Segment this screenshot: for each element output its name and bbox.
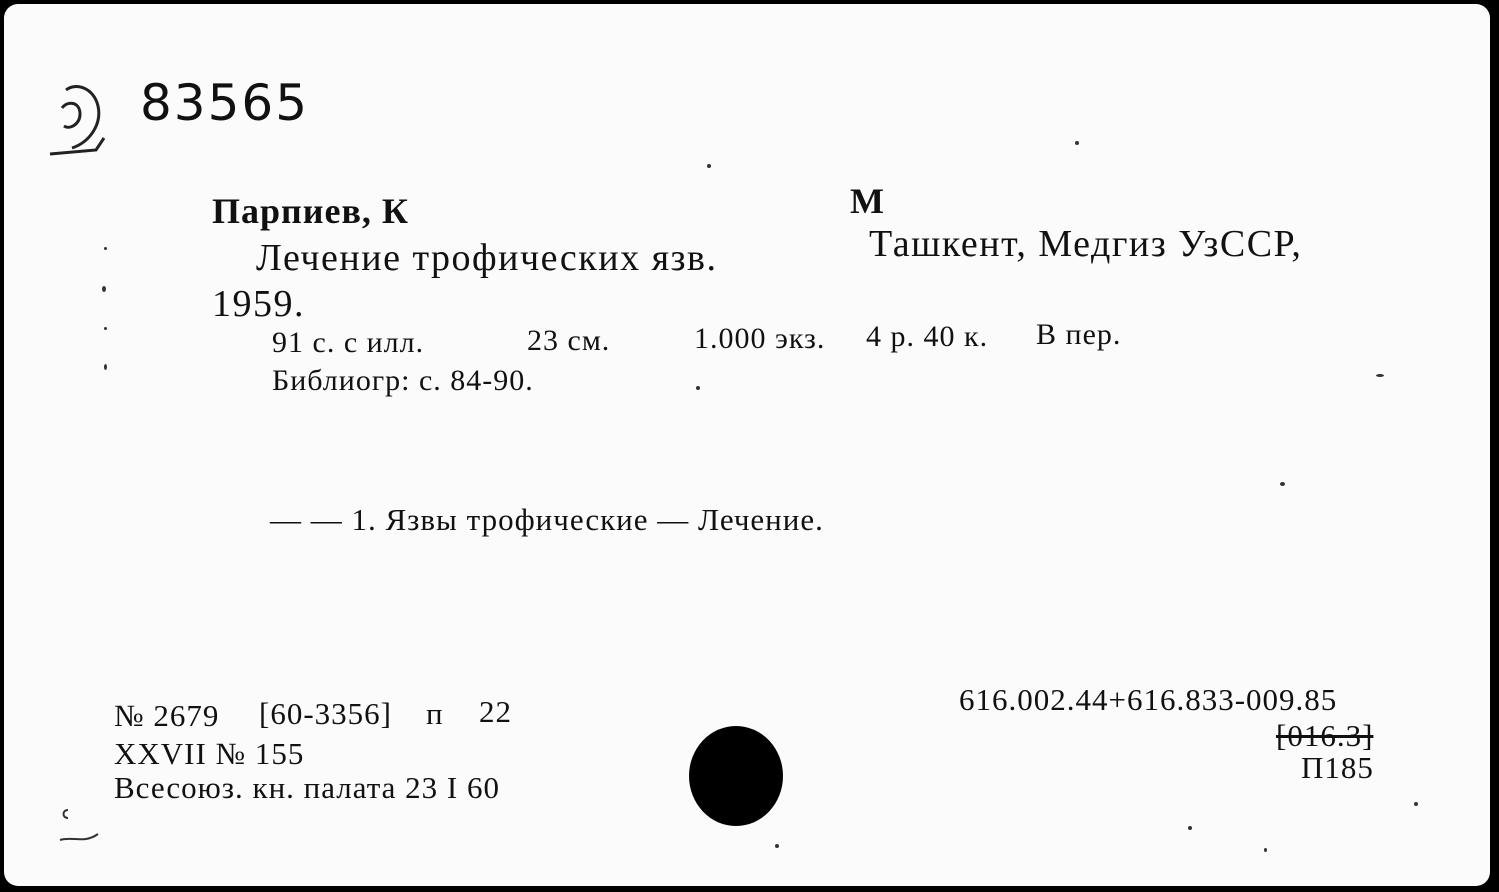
call-mark: П185 [1301,750,1374,785]
bibliography-note: Библиогр: с. 84-90. [272,364,534,397]
scribble-mark-icon [54,804,114,854]
speck-dot [707,164,711,168]
speck-dot [104,247,107,250]
speck-dot [1264,848,1267,852]
publication-year: 1959. [212,283,305,325]
book-title: Лечение трофических язв. [256,237,718,279]
book-chamber-line: Всесоюз. кн. палата 23 I 60 [114,770,500,805]
udc-code: 616.002.44+616.833-009.85 [959,682,1338,717]
catalog-card [4,4,1490,886]
bracket-number: [60-3356] [259,696,392,731]
punch-hole [689,726,783,826]
speck-dot [1414,802,1418,806]
location-mark: М [850,181,885,221]
control-count: 22 [479,694,512,729]
subject-heading: — — 1. Язвы трофические — Лечение. [270,502,824,537]
old-udc-code: [016.3] [1276,718,1374,753]
control-letter: п [426,696,444,731]
record-number: № 2679 [114,698,220,733]
speck-dot [1376,374,1384,377]
copies-count: 1.000 экз. [694,322,826,355]
author-name: Парпиев, К [212,191,410,231]
imprint: Ташкент, Медгиз УзССР, [869,223,1303,265]
accession-number: 83565 [140,74,310,132]
speck-dot [102,286,106,292]
physical-pages: 91 с. с илл. [272,326,425,359]
speck-dot [1280,482,1285,486]
speck-dot [1188,826,1192,830]
speck-dot [775,844,779,848]
speck-dot [696,386,700,390]
speck-dot [1075,141,1079,145]
binding: В пер. [1036,318,1122,351]
price: 4 р. 40 к. [866,320,989,353]
physical-size: 23 см. [527,324,611,357]
stamp-mark-icon [46,78,116,158]
series-number: XXVII № 155 [114,736,305,771]
speck-dot [104,364,107,370]
speck-dot [104,327,107,330]
